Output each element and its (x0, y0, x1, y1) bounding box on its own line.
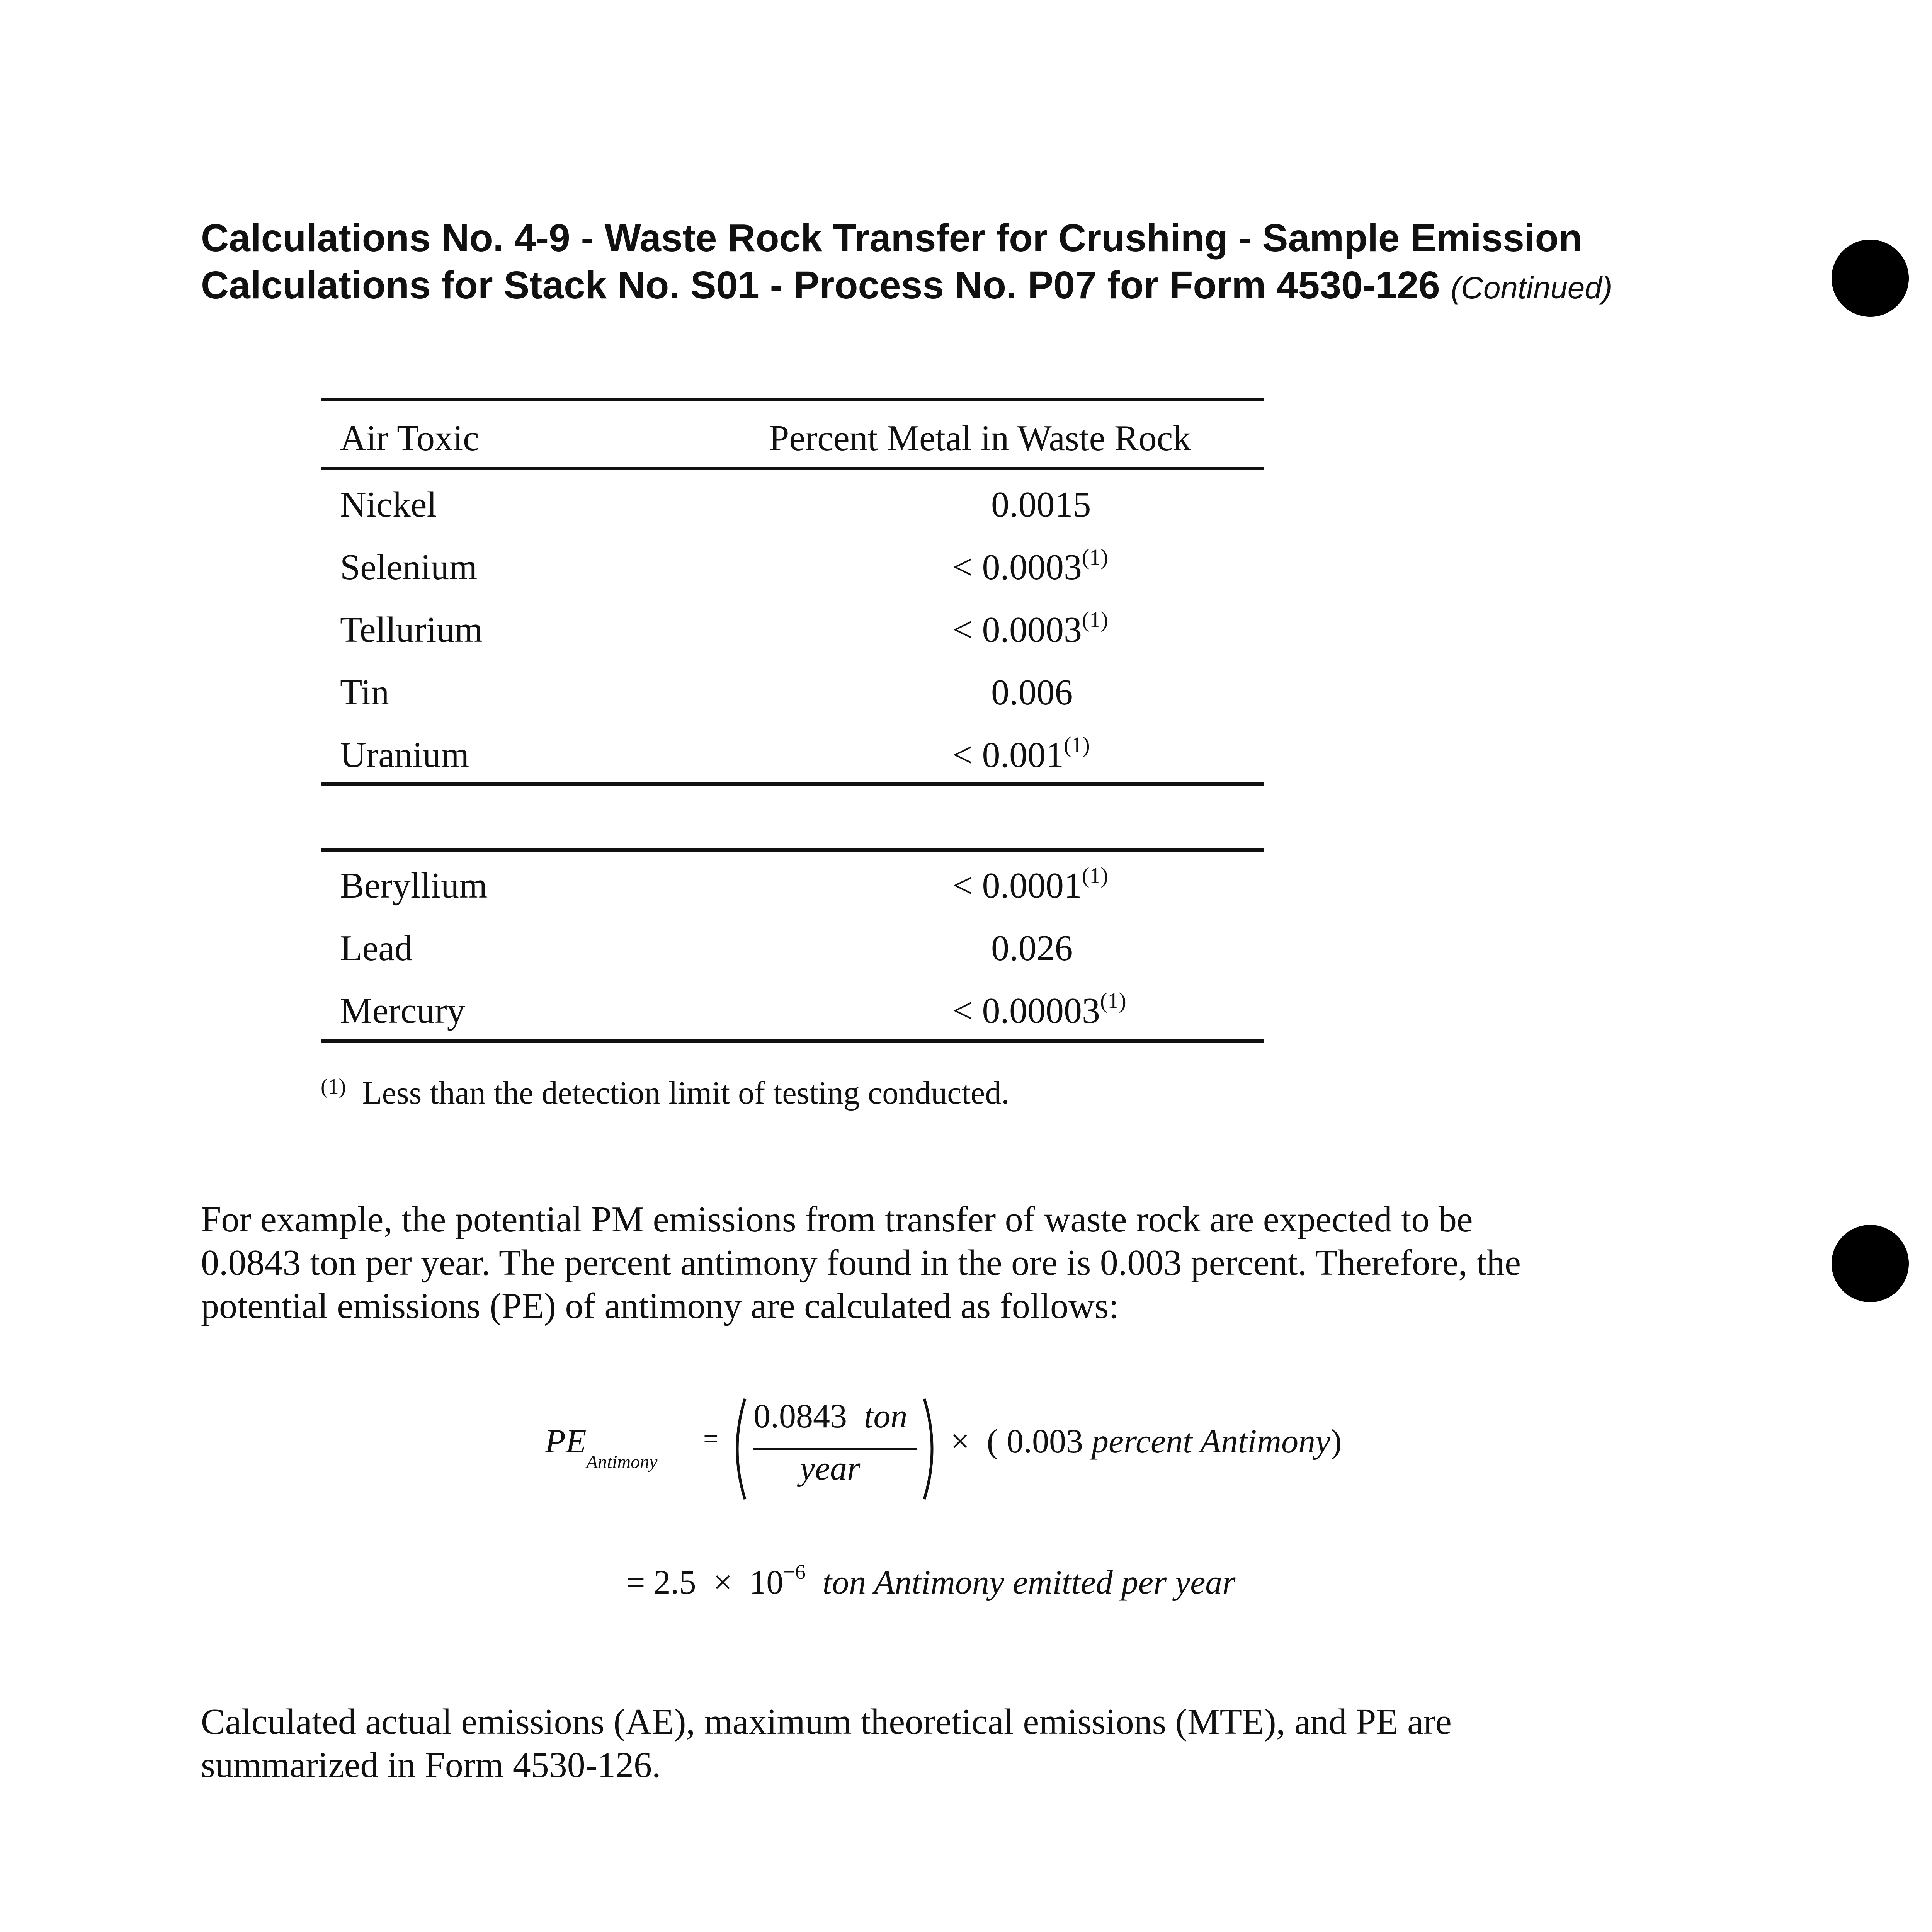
paragraph-intro (201, 1198, 1521, 1328)
paragraph-line: 0.0843 ton per year. The percent antimony found in the ore is 0.003 percent. Therefore, the (201, 1243, 1521, 1283)
table-bottom-rule (321, 1039, 1264, 1043)
table-row-value (952, 546, 1108, 588)
table-row-value (952, 609, 1108, 651)
paragraph-summary (201, 1700, 1452, 1787)
paragraph-line: summarized in Form 4530-126. (201, 1745, 661, 1785)
factor-text: percent Antimony (1091, 1423, 1331, 1460)
equation-factor (951, 1422, 1342, 1461)
close-paren: ) (1330, 1423, 1342, 1460)
left-paren-shape (737, 1399, 745, 1499)
footnote-marker: (1) (1082, 863, 1108, 888)
value-text: 0.0015 (991, 485, 1091, 525)
result-prefix: = 2.5 (626, 1564, 696, 1601)
table-footnote (321, 1074, 1009, 1112)
title-continued: (Continued) (1451, 270, 1612, 305)
value-text: < 0.00003 (952, 991, 1100, 1031)
result-exponent: −6 (783, 1560, 806, 1583)
title-line-1: Calculations No. 4-9 - Waste Rock Transfer for Crushing - Sample Emission (201, 216, 1582, 260)
footnote-marker: (1) (1064, 732, 1090, 757)
equation-result (626, 1560, 1236, 1602)
binder-hole (1832, 240, 1909, 317)
footnote-marker: (1) (1082, 607, 1108, 632)
factor-value: 0.003 (1006, 1423, 1083, 1460)
table-row-value (991, 484, 1091, 526)
footnote-mark: (1) (321, 1075, 346, 1099)
times-sign: × (951, 1423, 970, 1460)
table-row-name: Lead (340, 928, 413, 968)
footnote-marker: (1) (1100, 988, 1126, 1013)
footnote-marker: (1) (1082, 544, 1108, 570)
fraction-denominator (800, 1449, 860, 1488)
right-paren-shape (924, 1399, 932, 1499)
denominator-text: year (800, 1450, 861, 1487)
table-row-value (952, 990, 1126, 1032)
fraction-numerator (753, 1397, 907, 1436)
binder-hole (1832, 1225, 1909, 1302)
numerator-unit: ton (864, 1398, 908, 1435)
lhs-symbol: PE (545, 1423, 587, 1460)
table-row-name: Nickel (340, 485, 437, 525)
title-line-2-text: Calculations for Stack No. S01 - Process No. P07 for Form 4530-126 (201, 264, 1440, 307)
group1-bottom-rule (321, 782, 1264, 786)
table-row-name: Tin (340, 672, 389, 713)
table-row-value (991, 672, 1073, 713)
result-times: × (713, 1564, 733, 1601)
value-text: < 0.0001 (952, 866, 1082, 906)
table-row-value (952, 865, 1108, 906)
table-row-name: Beryllium (340, 866, 488, 906)
result-text: ton Antimony emitted per year (822, 1564, 1236, 1601)
paragraph-line: potential emissions (PE) of antimony are calculated as follows: (201, 1286, 1119, 1326)
open-paren: ( (986, 1423, 998, 1460)
paragraph-line: For example, the potential PM emissions from transfer of waste rock are expected to be (201, 1199, 1473, 1240)
table-top-rule (321, 398, 1264, 401)
equals-sign: = (703, 1424, 719, 1454)
group2-top-rule (321, 848, 1264, 852)
table-row-name: Uranium (340, 735, 469, 775)
table-row-value (952, 734, 1090, 776)
table-row-name: Selenium (340, 547, 478, 587)
equation-lhs (545, 1422, 658, 1472)
lhs-subscript: Antimony (586, 1452, 658, 1472)
value-text: < 0.001 (952, 735, 1064, 775)
table-row-name: Mercury (340, 991, 465, 1031)
value-text: < 0.0003 (952, 610, 1082, 650)
col-header-air-toxic: Air Toxic (340, 418, 479, 458)
paragraph-line: Calculated actual emissions (AE), maximum theoretical emissions (MTE), and PE are (201, 1702, 1452, 1742)
value-text: 0.006 (991, 672, 1073, 713)
value-text: < 0.0003 (952, 547, 1082, 587)
table-row-name: Tellurium (340, 610, 483, 650)
value-text: 0.026 (991, 928, 1073, 968)
header-bottom-rule (321, 467, 1264, 470)
numerator-value: 0.0843 (753, 1398, 847, 1435)
footnote-text: Less than the detection limit of testing conducted. (362, 1075, 1010, 1111)
table-row-value (991, 927, 1073, 969)
col-header-percent: Percent Metal in Waste Rock (769, 418, 1191, 458)
title-line-2 (201, 262, 1612, 311)
result-base: 10 (749, 1564, 784, 1601)
document-title (201, 214, 1612, 311)
